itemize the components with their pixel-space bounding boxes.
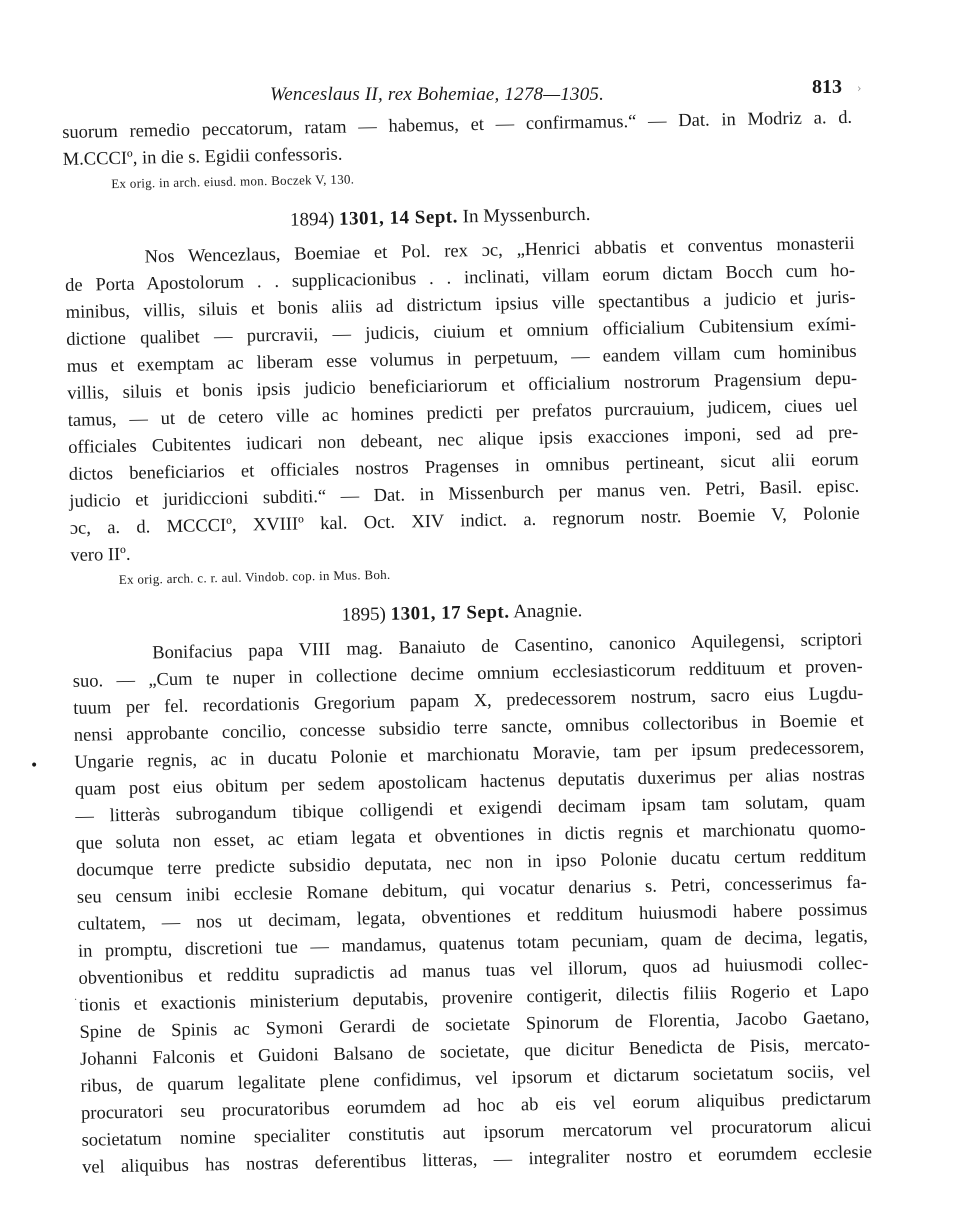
text-line: suorum remedio peccatorum, ratam — habemus, et — confirmamus.“ — Dat. in Modriz a. d. bbox=[62, 107, 853, 143]
page-number: 813 bbox=[812, 76, 842, 98]
text-line: documque terre predicte subsidio deputata, nec non in ipso Polonie ducatu certum redditum bbox=[76, 845, 867, 881]
text-line: tionis et exactionis ministerium deputabis, provenire contigerit, dilectis filiis Rogerio et Lapo bbox=[78, 980, 870, 1016]
margin-dot: · bbox=[74, 995, 78, 1006]
text-line: procuratori seu procuratoribus eorumdem ad hoc ab eis vel eorum aliquibus predictarum bbox=[80, 1088, 872, 1124]
text-line: dictione qualibet — purcravii, — judicis, ciuium et omnium officialium Cubitensium exími- bbox=[66, 314, 857, 350]
page-header bbox=[0, 70, 960, 110]
text-line: que soluta non esset, ac etiam legata et obventiones in dictis regnis et marchionatu quomo- bbox=[75, 818, 866, 854]
text-line: — litteràs subrogandum tibique colligendi et exigendi decimam ipsam tam solutam, quam bbox=[75, 791, 866, 827]
text-line: nensi approbante concilio, concesse subsidio terre sancte, omnibus collectoribus in Boemie et bbox=[73, 710, 864, 746]
text-line: seu censum inibi ecclesie Romane debitum, qui vocatur denarius s. Petri, concesserimus fa- bbox=[76, 872, 867, 908]
text-line: vero IIº. bbox=[70, 544, 131, 566]
document-place: Anagnie. bbox=[513, 600, 583, 623]
text-line: officiales Cubitentes iudicari non debeant, nec alique ipsis exacciones imponi, sed ad pre- bbox=[68, 422, 859, 458]
text-line: in promptu, discretioni tue — mandamus, quatenus totam pecuniam, quam de decima, legatis, bbox=[77, 926, 869, 962]
text-line: villis, siluis et bonis ipsis judicio beneficiariorum et officialium nostrorum Pragensium depu- bbox=[67, 368, 858, 404]
text-line: ɔc, a. d. MCCCIº, XVIIIº kal. Oct. XIV indict. a. regnorum nostr. Boemie V, Polonie bbox=[69, 503, 860, 539]
document-number: 1894) bbox=[289, 208, 335, 231]
source-note: Ex orig. arch. c. r. aul. Vindob. cop. in Mus. Boh. bbox=[118, 566, 391, 587]
text-line: Johanni Falconis et Guidoni Balsano de societate, que dicitur Benedicta de Pisis, mercato- bbox=[79, 1034, 871, 1070]
text-line: suo. — „Cum te nuper in collectione decime omnium ecclesiasticorum reddituum et proven- bbox=[72, 656, 863, 692]
text-line: dictos beneficiarios et officiales nostros Pragenses in omnibus pertineant, sicut alii eorum bbox=[68, 449, 859, 485]
text-line: tamus, — ut de cetero ville ac homines predicti per prefatos purcrauium, judicem, ciues uel bbox=[67, 395, 858, 431]
text-line: minibus, villis, siluis et bonis aliis ad districtum ipsius ville spectantibus a judicio et juris- bbox=[65, 287, 856, 323]
page-body bbox=[62, 105, 882, 1182]
margin-bullet: • bbox=[30, 758, 39, 774]
text-line: vel aliquibus has nostras deferentibus litteras, — integraliter nostro et eorumdem ecclesie bbox=[81, 1142, 873, 1178]
text-line: quam post eius obitum per sedem apostolicam hactenus deputatis duxerimus per alias nostras bbox=[74, 764, 865, 800]
document-date: 1301, 14 Sept. bbox=[338, 206, 459, 230]
text-line: Nos Wencezlaus, Boemiae et Pol. rex ɔc, „Henrici abbatis et conventus monasterii bbox=[144, 233, 855, 268]
margin-mark: › bbox=[857, 82, 862, 95]
text-line: Bonifacius papa VIII mag. Banaiuto de Casentino, canonico Aquilegensi, scriptori bbox=[152, 629, 863, 664]
text-line: cultatem, — nos ut decimam, legata, obventiones et redditum huiusmodi habere possimus bbox=[77, 899, 868, 935]
document-date: 1301, 17 Sept. bbox=[390, 601, 510, 625]
running-title: Wenceslaus II, rex Bohemiae, 1278—1305. bbox=[270, 84, 605, 105]
text-line: societatum nomine specialiter constitutis aut ipsorum mercatorum vel procuratorum alicui bbox=[81, 1115, 872, 1151]
source-note: Ex orig. in arch. eiusd. mon. Boczek V, 130. bbox=[111, 171, 355, 192]
text-line: obventionibus et redditu supradictis ad manus tuas vel illorum, quos ad huiusmodi collec- bbox=[78, 953, 869, 989]
text-line: judicio et juridiccioni subditi.“ — Dat. in Missenburch per manus ven. Petri, Basil. episc. bbox=[69, 476, 860, 512]
document-place: In Myssenburch. bbox=[462, 203, 591, 228]
text-line: Spine de Spinis ac Symoni Gerardi de societate Spinorum de Florentia, Jacobo Gaetano, bbox=[79, 1007, 870, 1043]
document-number: 1895) bbox=[341, 603, 387, 626]
text-line: tuum per fel. recordationis Gregorium papam X, predecessorem nostrum, sacro eius Lugdu- bbox=[73, 683, 864, 719]
text-line: de Porta Apostolorum . . supplicacionibus . . inclinati, villam eorum dictam Bocch cum ho- bbox=[64, 260, 856, 296]
text-line: Ungarie regnis, ac in ducatu Polonie et marchionatu Moravie, tam per ipsum predecessorem, bbox=[74, 737, 865, 773]
text-line: M.CCCIº, in die s. Egidii confessoris. bbox=[62, 144, 343, 170]
text-line: ribus, de quarum legalitate plene confidimus, vel ipsorum et dictarum societatum sociis, vel bbox=[80, 1061, 871, 1097]
text-line: mus et exemptam ac liberam esse volumus in perpetuum, — eandem villam cum hominibus bbox=[66, 341, 857, 377]
